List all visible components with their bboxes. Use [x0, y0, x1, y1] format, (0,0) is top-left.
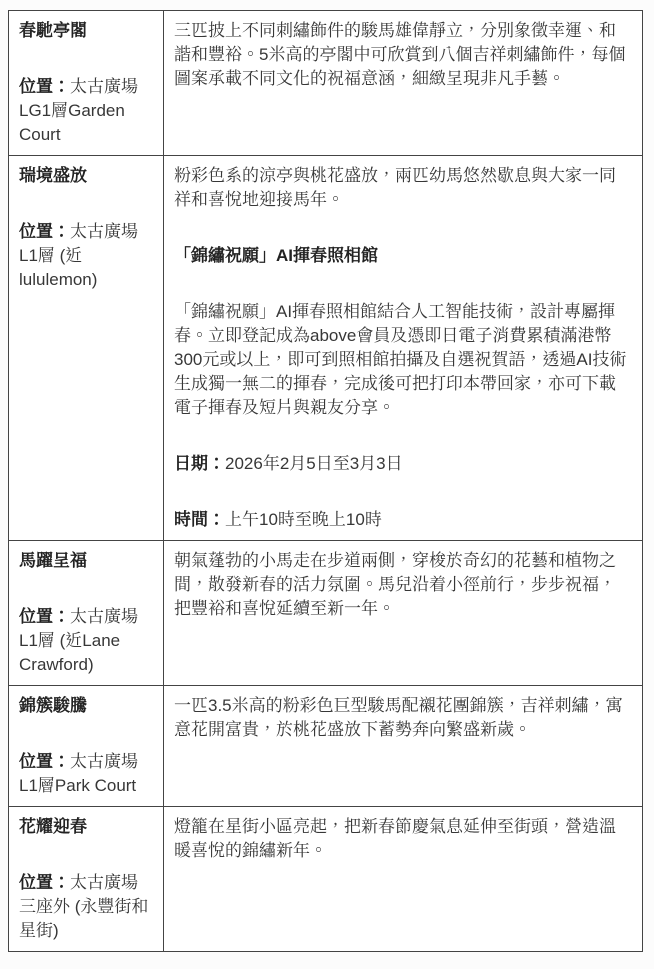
event-location — [19, 75, 153, 147]
event-description: 朝氣蓬勃的小馬走在步道兩側，穿梭於奇幻的花藝和植物之間，散發新春的活力氛圍。馬兒沿着小徑前行，步步祝福，把豐裕和喜悅延續至新一年。 — [174, 551, 616, 618]
event-title — [19, 694, 153, 718]
event-description-cell — [164, 11, 643, 156]
event-title — [19, 549, 153, 573]
event-info-cell — [9, 807, 164, 952]
event-title-text: 馬躍呈福 — [19, 551, 87, 570]
time-label: 時間： — [174, 510, 225, 529]
location-label: 位置： — [19, 752, 70, 771]
event-info-cell — [9, 541, 164, 686]
events-table — [8, 10, 643, 952]
event-row — [9, 807, 643, 952]
ai-photo-booth-heading: 「錦繡祝願」AI揮春照相館 — [174, 246, 378, 265]
event-description-cell — [164, 541, 643, 686]
event-description: 燈籠在星街小區亮起，把新春節慶氣息延伸至街頭，營造溫暖喜悅的錦繡新年。 — [174, 817, 616, 860]
event-title — [19, 19, 153, 43]
location-value: 太古廣場LG1層Garden Court — [19, 77, 138, 144]
event-title-text: 瑞境盛放 — [19, 166, 87, 185]
location-label: 位置： — [19, 607, 70, 626]
location-value: 太古廣場L1層 (近Lane Crawford) — [19, 607, 138, 674]
event-info-cell — [9, 686, 164, 807]
date-value: 2026年2月5日至3月3日 — [225, 454, 403, 473]
location-label: 位置： — [19, 222, 70, 241]
location-value: 太古廣場L1層Park Court — [19, 752, 138, 795]
location-label: 位置： — [19, 77, 70, 96]
event-row — [9, 686, 643, 807]
event-title — [19, 164, 153, 188]
event-description: 一匹3.5米高的粉彩色巨型駿馬配襯花團錦簇，吉祥刺繡，寓意花開富貴，於桃花盛放下蓄勢奔向繁盛新歲。 — [174, 696, 623, 739]
event-row — [9, 541, 643, 686]
event-title-text: 花耀迎春 — [19, 817, 87, 836]
event-location — [19, 605, 153, 677]
event-title-text: 春馳亭閣 — [19, 21, 87, 40]
event-title-text: 錦簇駿騰 — [19, 696, 87, 715]
event-description-cell — [164, 807, 643, 952]
time-value: 上午10時至晚上10時 — [225, 510, 382, 529]
event-location — [19, 220, 153, 292]
event-row — [9, 11, 643, 156]
event-row — [9, 156, 643, 541]
ai-photo-booth-detail: 「錦繡祝願」AI揮春照相館結合人工智能技術，設計專屬揮春。立即登記成為above會員及憑即日電子消費累積滿港幣300元或以上，即可到照相館拍攝及自選祝賀語，透過AI技術生成獨一無二的揮春，完成後可把打印本帶回家，亦可下載電子揮春及短片與親友分享。 — [174, 302, 627, 417]
event-date — [174, 452, 632, 476]
event-location — [19, 750, 153, 798]
event-description: 三匹披上不同刺繡飾件的駿馬雄偉靜立，分別象徵幸運、和諧和豐裕。5米高的亭閣中可欣賞到八個吉祥刺繡飾件，每個圖案承載不同文化的祝福意涵，細緻呈現非凡手藝。 — [174, 21, 626, 88]
event-description-cell — [164, 156, 643, 541]
event-info-cell — [9, 11, 164, 156]
event-info-cell — [9, 156, 164, 541]
event-intro: 粉彩色系的涼亭與桃花盛放，兩匹幼馬悠然歇息與大家一同祥和喜悅地迎接馬年。 — [174, 166, 616, 209]
date-label: 日期： — [174, 454, 225, 473]
event-time — [174, 508, 632, 532]
event-location — [19, 871, 153, 943]
event-description-cell — [164, 686, 643, 807]
location-label: 位置： — [19, 873, 70, 892]
location-value: 太古廣場三座外 (永豐街和星街) — [19, 873, 149, 940]
location-value: 太古廣場L1層 (近lululemon) — [19, 222, 138, 289]
event-title — [19, 815, 153, 839]
